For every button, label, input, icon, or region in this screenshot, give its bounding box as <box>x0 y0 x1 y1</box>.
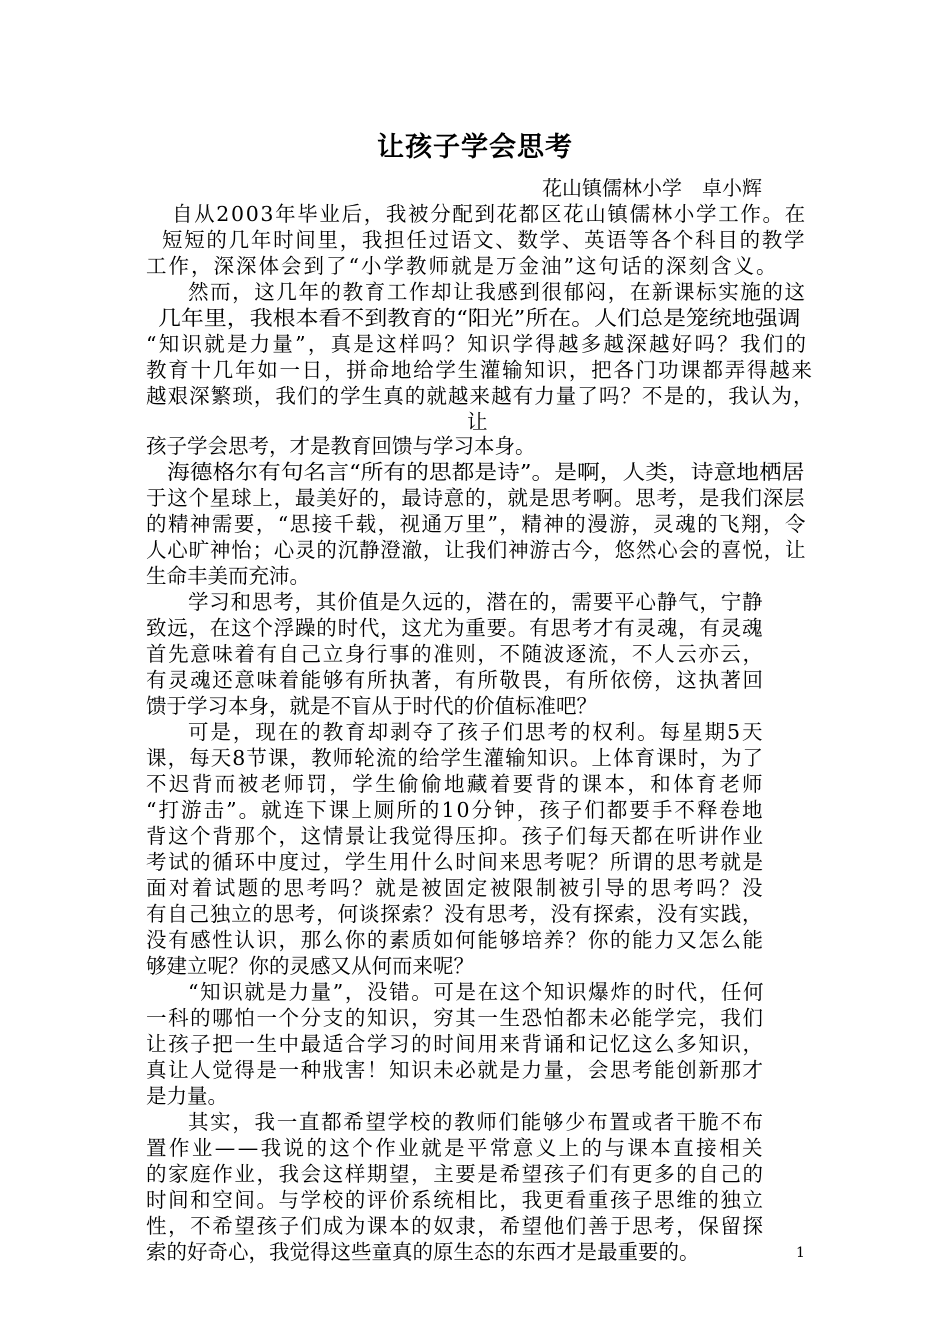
text-line: 短短的几年时间里，我担任过语文、数学、英语等各个科目的教学 <box>162 228 807 252</box>
text-line: 的精神需要，“思接千载，视通万里”，精神的漫游，灵魂的飞翔，令 <box>146 512 807 536</box>
text-line: 性，不希望孩子们成为课本的奴隶，希望他们善于思考，保留探 <box>146 1214 765 1238</box>
document-title: 让孩子学会思考 <box>377 132 573 163</box>
text-line: 工作，深深体会到了“小学教师就是万金油”这句话的深刻含义。 <box>146 254 779 278</box>
text-line: “打游击”。就连下课上厕所的10分钟，孩子们都要手不释卷地 <box>146 798 765 822</box>
text-line: 面对着试题的思考吗？就是被固定被限制被引导的思考吗？没 <box>146 876 765 900</box>
text-line: 然而，这几年的教育工作却让我感到很郁闷，在新课标实施的这 <box>188 280 807 304</box>
text-line: “知识就是力量”，没错。可是在这个知识爆炸的时代，任何 <box>188 980 766 1004</box>
text-line: 学习和思考，其价值是久远的，潜在的，需要平心静气，宁静 <box>188 590 764 614</box>
text-line: 人心旷神怡；心灵的沉静澄澈，让我们神游古今，悠然心会的喜悦，让 <box>146 538 807 562</box>
text-line: 几年里，我根本看不到教育的“阳光”所在。人们总是笼统地强调 <box>158 306 801 330</box>
text-line: 海德格尔有句名言“所有的思都是诗”。是啊，人类，诗意地栖居 <box>167 460 805 484</box>
text-line: 考试的循环中度过，学生用什么时间来思考呢？所谓的思考就是 <box>146 850 765 874</box>
text-line: “知识就是力量”，真是这样吗？知识学得越多越深越好吗？我们的 <box>146 332 809 356</box>
text-line: 够建立呢？你的灵感又从何而来呢？ <box>146 954 474 978</box>
text-line: 是力量。 <box>146 1084 228 1108</box>
text-line: 生命丰美而充沛。 <box>146 564 310 588</box>
text-line: 时间和空间。与学校的评价系统相比，我更看重孩子思维的独立 <box>146 1188 765 1212</box>
text-line: 其实，我一直都希望学校的教师们能够少布置或者干脆不布 <box>188 1110 765 1134</box>
text-line: 课，每天8节课，教师轮流的给学生灌输知识。上体育课时，为了 <box>146 746 765 770</box>
text-line: 没有感性认识，那么你的素质如何能够培养？你的能力又怎么能 <box>146 928 765 952</box>
text-line: 馈于学习本身，就是不盲从于时代的价值标准吧？ <box>146 694 597 718</box>
text-line: 置作业——我说的这个作业就是平常意义上的与课本直接相关 <box>146 1136 765 1160</box>
text-line: 致远，在这个浮躁的时代，这尤为重要。有思考才有灵魂，有灵魂 <box>146 616 764 640</box>
text-line: 的家庭作业，我会这样期望，主要是希望孩子们有更多的自己的 <box>146 1162 765 1186</box>
text-line: 有灵魂还意味着能够有所执著，有所敬畏，有所依傍，这执著回 <box>146 668 765 692</box>
text-line: 让 <box>467 410 488 434</box>
page-number: 1 <box>796 1245 805 1261</box>
text-line: 索的好奇心，我觉得这些童真的原生态的东西才是最重要的。 <box>146 1240 700 1264</box>
text-line: 首先意味着有自己立身行事的准则，不随波逐流，不人云亦云， <box>146 642 765 666</box>
text-line: 一科的哪怕一个分支的知识，穷其一生恐怕都未必能学完，我们 <box>146 1006 765 1030</box>
text-line: 于这个星球上，最美好的，最诗意的，就是思考啊。思考，是我们深层 <box>146 486 806 510</box>
text-line: 教育十几年如一日，拼命地给学生灌输知识，把各门功课都弄得越来 <box>146 358 814 382</box>
author-line: 花山镇儒林小学 卓小辉 <box>542 176 762 200</box>
text-line: 不迟背而被老师罚，学生偷偷地藏着要背的课本，和体育老师 <box>146 772 765 796</box>
text-line: 越艰深繁琐，我们的学生真的就越来越有力量了吗？不是的，我认为， <box>146 384 815 408</box>
text-line: 可是，现在的教育却剥夺了孩子们思考的权利。每星期5天 <box>188 720 765 744</box>
text-line: 自从2003年毕业后，我被分配到花都区花山镇儒林小学工作。在 <box>172 202 807 226</box>
text-line: 有自己独立的思考，何谈探索？没有思考，没有探索，没有实践， <box>146 902 764 926</box>
text-line: 背这个背那个，这情景让我觉得压抑。孩子们每天都在听讲作业 <box>146 824 765 848</box>
text-line: 孩子学会思考，才是教育回馈与学习本身。 <box>146 434 536 458</box>
text-line: 让孩子把一生中最适合学习的时间用来背诵和记忆这么多知识， <box>146 1032 765 1056</box>
text-line: 真让人觉得是一种戕害！知识未必就是力量，会思考能创新那才 <box>146 1058 765 1082</box>
